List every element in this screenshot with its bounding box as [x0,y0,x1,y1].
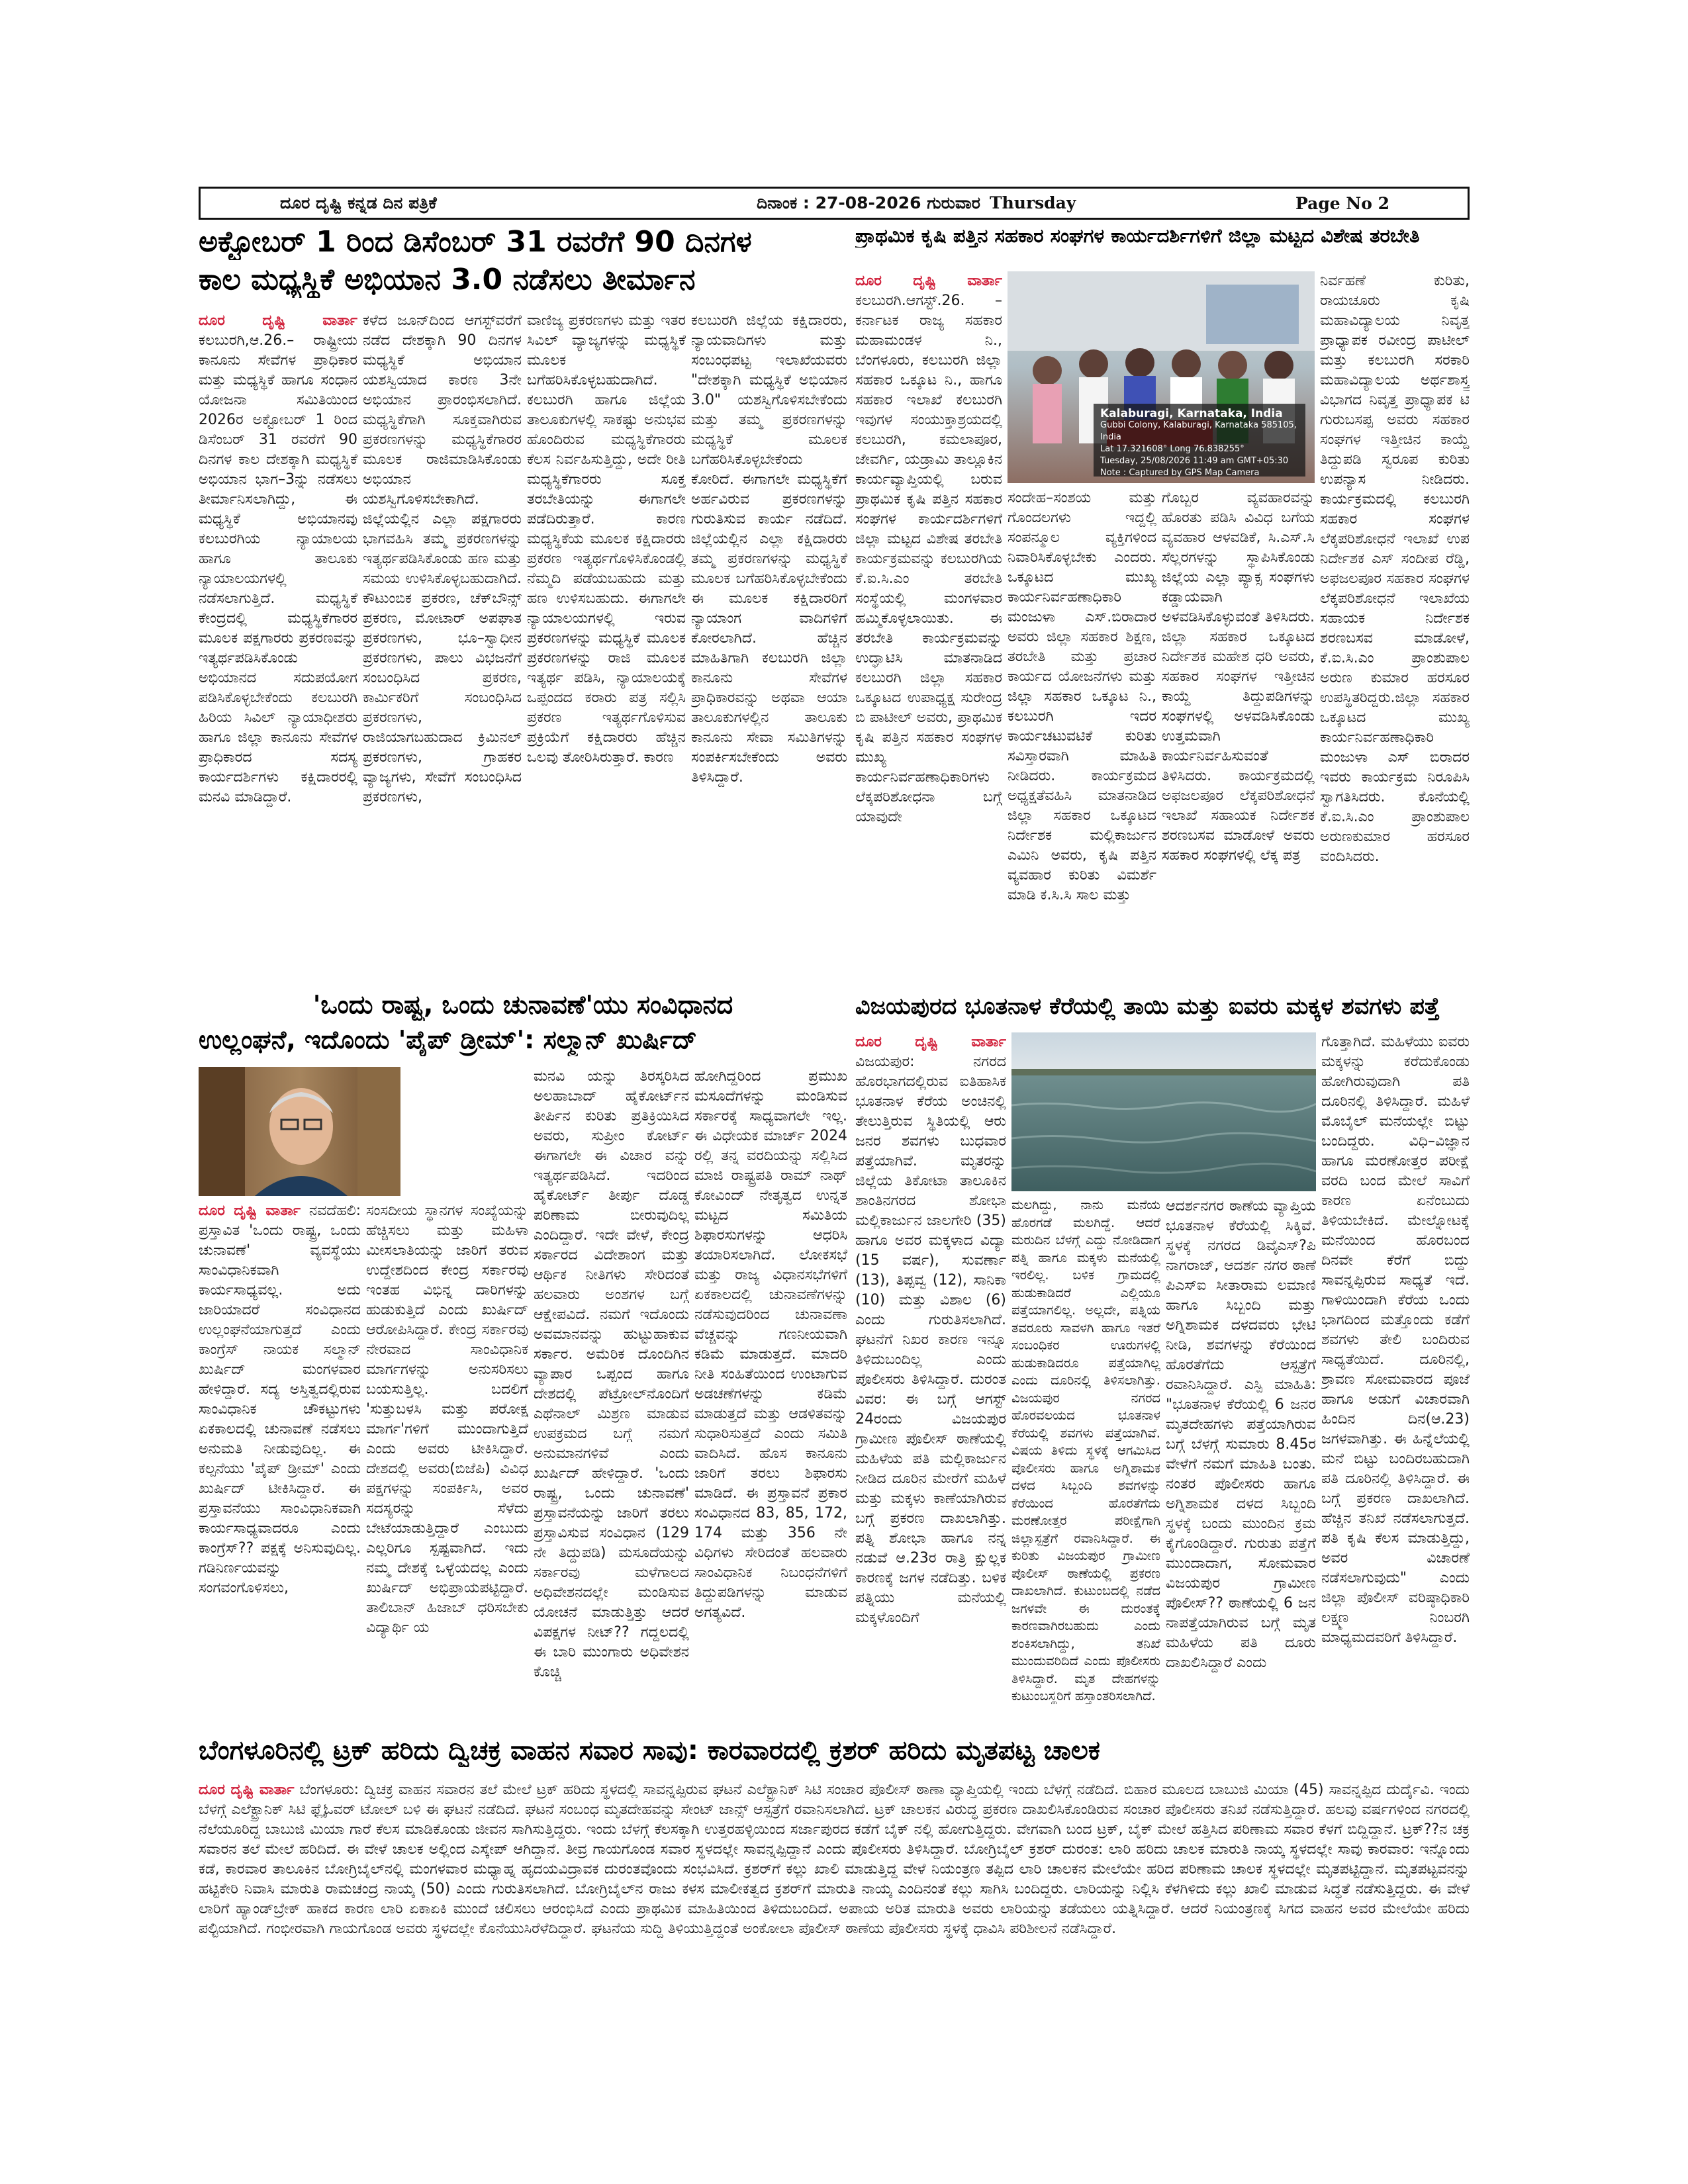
article-1-text-1: ಕಲಬುರಗಿ,ಆ.26.– ರಾಷ್ಟ್ರೀಯ ಕಾನೂನು ಸೇವೆಗಳ ಪ್ರಾಧಿಕಾರ ಮತ್ತು ಮಧ್ಯಸ್ಥಿಕೆ ಹಾಗೂ ಸಂಧಾನ ಯೋಜನಾ ಸಮಿತಿಯಿಂದ 2026ರ ಅಕ್ಟೋಬರ್ 1 ರಿಂದ ಡಿಸೆಂಬರ್ 31 ರವರೆಗೆ 90 ದಿನಗಳ ಕಾಲ ದೇಶಕ್ಕಾಗಿ ಮಧ್ಯಸ್ಥಿಕೆ ಅಭಿಯಾನ ಭಾಗ–3ನ್ನು ನಡೆಸಲು ತೀರ್ಮಾನಿಸಲಾಗಿದ್ದು, ಈ ಮಧ್ಯಸ್ಥಿಕೆ ಅಭಿಯಾನವು ಕಲಬುರಗಿಯ ನ್ಯಾಯಾಲಯ ಹಾಗೂ ತಾಲೂಕು ನ್ಯಾಯಾಲಯಗಳಲ್ಲಿ ನಡೆಸಲಾಗುತ್ತಿದೆ. ಮಧ್ಯಸ್ಥಿಕೆ ಕೇಂದ್ರದಲ್ಲಿ ಮಧ್ಯಸ್ಥಿಕೆಗಾರರ ಮೂಲಕ ಪಕ್ಷಗಾರರು ಪ್ರಕರಣವನ್ನು ಇತ್ಯರ್ಥಪಡಿಸಿಕೊಂಡು ಅಭಿಯಾನದ ಸದುಪಯೋಗ ಪಡಿಸಿಕೊಳ್ಳಬೇಕೆಂದು ಕಲಬುರಗಿ ಹಿರಿಯ ಸಿವಿಲ್ ನ್ಯಾಯಾಧೀಶರು ಹಾಗೂ ಜಿಲ್ಲಾ ಕಾನೂನು ಸೇವೆಗಳ ಪ್ರಾಧಿಕಾರದ ಸದಸ್ಯ ಕಾರ್ಯದರ್ಶಿಗಳು ಕಕ್ಷಿದಾರರಲ್ಲಿ ಮನವಿ ಮಾಡಿದ್ದಾರೆ. [199,332,357,805]
article-1-byline: ದೂರ ದೃಷ್ಟಿ ವಾರ್ತಾ [199,312,357,329]
article-2-text-1: ಕಲಬುರಗಿ.ಆಗಸ್ಟ್.26. – ಕರ್ನಾಟಕ ರಾಜ್ಯ ಸಹಕಾರ ಮಹಾಮಂಡಳ ನಿ., ಬೆಂಗಳೂರು, ಕಲಬುರಗಿ ಜಿಲ್ಲಾ ಸಹಕಾರ ಒಕ್ಕೂಟ ನಿ., ಹಾಗೂ ಸಹಕಾರ ಇಲಾಖೆ ಕಲಬುರಗಿ ಇವುಗಳ ಸಂಯುಕ್ತಾಶ್ರಯದಲ್ಲಿ ಕಲಬುರಗಿ, ಕಮಲಾಪೂರ, ಜೇವರ್ಗಿ, ಯಡ್ರಾಮಿ ತಾಲ್ಲೂಕಿನ ಕಾರ್ಯವ್ಯಾಪ್ತಿಯಲ್ಲಿ ಬರುವ ಪ್ರಾಥಮಿಕ ಕೃಷಿ ಪತ್ತಿನ ಸಹಕಾರ ಸಂಘಗಳ ಕಾರ್ಯದರ್ಶಿಗಳಿಗೆ ಜಿಲ್ಲಾ ಮಟ್ಟದ ವಿಶೇಷ ತರಬೇತಿ ಕಾರ್ಯಕ್ರಮವನ್ನು ಕಲಬುರಗಿಯ ಕೆ.ಐ.ಸಿ.ಎಂ ತರಬೇತಿ ಸಂಸ್ಥೆಯಲ್ಲಿ ಮಂಗಳವಾರ ಹಮ್ಮಿಕೊಳ್ಳಲಾಯಿತು. ಈ ತರಬೇತಿ ಕಾರ್ಯಕ್ರಮವನ್ನು ಉದ್ಘಾಟಿಸಿ ಮಾತನಾಡಿದ ಕಲಬುರಗಿ ಜಿಲ್ಲಾ ಸಹಕಾರ ಒಕ್ಕೂಟದ ಉಪಾಧ್ಯಕ್ಷ ಸುರೇಂದ್ರ ಬಿ ಪಾಟೀಲ್ ಅವರು, ಪ್ರಾಥಮಿಕ ಕೃಷಿ ಪತ್ತಿನ ಸಹಕಾರ ಸಂಘಗಳ ಮುಖ್ಯ ಕಾರ್ಯನಿರ್ವಹಣಾಧಿಕಾರಿಗಳು ಲೆಕ್ಕಪರಿಶೋಧನಾ ಬಗ್ಗೆ ಯಾವುದೇ [855,293,1002,825]
article-5-byline: ದೂರ ದೃಷ್ಟಿ ವಾರ್ತಾ [199,1782,295,1798]
article-5-headline: ಬೆಂಗಳೂರಿನಲ್ಲಿ ಟ್ರಕ್ ಹರಿದು ದ್ವಿಚಕ್ರ ವಾಹನ ಸವಾರ ಸಾವು: ಕಾರವಾರದಲ್ಲಿ ಕ್ರಶರ್ ಹರಿದು ಮೃತಪಟ್ಟ ಚಾಲಕ [199,1735,1100,1766]
masthead [199,187,1470,220]
portrait-graphic [199,1067,400,1196]
article-2-byline: ದೂರ ದೃಷ್ಟಿ ವಾರ್ತಾ [855,273,1002,289]
paper-name: ದೂರ ದೃಷ್ಟಿ ಕನ್ನಡ ದಿನ ಪತ್ರಿಕೆ [280,193,437,212]
article-1-col-3: ವಾಣಿಜ್ಯ ಪ್ರಕರಣಗಳು ಮತ್ತು ಇತರ ಸಿವಿಲ್ ವ್ಯಾಜ್ಯಗಳನ್ನು ಮಧ್ಯಸ್ಥಿಕೆ ಮೂಲಕ ಬಗೆಹರಿಸಿಕೊಳ್ಳಬಹುದಾಗಿದೆ. ಕಲಬುರಗಿ ಹಾಗೂ ಜಿಲ್ಲೆಯ ತಾಲೂಕುಗಳಲ್ಲಿ ಸಾಕಷ್ಟು ಅನುಭವ ಹೊಂದಿರುವ ಮಧ್ಯಸ್ಥಿಕೆಗಾರರು ಕೆಲಸ ನಿರ್ವಹಿಸುತ್ತಿದ್ದು, ಅದೇ ರೀತಿ ಮಧ್ಯಸ್ಥಿಕೆಗಾರರು ಸೂಕ್ತ ತರಬೇತಿಯನ್ನು ಈಗಾಗಲೇ ಪಡೆದಿರುತ್ತಾರೆ. ಕಾರಣ ಮಧ್ಯಸ್ಥಿಕೆಯ ಮೂಲಕ ಕಕ್ಷಿದಾರರು ಪ್ರಕರಣ ಇತ್ಯರ್ಥಗೊಳಿಸಿಕೊಂಡಲ್ಲಿ ನೆಮ್ಮದಿ ಪಡೆಯಬಹುದು ಮತ್ತು ಹಣ ಉಳಿಸಬಹುದು. ಈಗಾಗಲೇ ನ್ಯಾಯಾಲಯಗಳಲ್ಲಿ ಇರುವ ಪ್ರಕರಣಗಳನ್ನು ಮಧ್ಯಸ್ಥಿಕೆ ಮೂಲಕ ಪ್ರಕರಣಗಳನ್ನು ರಾಜಿ ಮೂಲಕ ಇತ್ಯರ್ಥ ಪಡಿಸಿ, ನ್ಯಾಯಾಲಯಕ್ಕೆ ಒಪ್ಪಂದದ ಕರಾರು ಪತ್ರ ಸಲ್ಲಿಸಿ ಪ್ರಕರಣ ಇತ್ಯರ್ಥಗೊಳಿಸುವ ಪ್ರಕ್ರಿಯೆಗೆ ಕಕ್ಷಿದಾರರು ಹೆಚ್ಚಿನ ಒಲವು ತೋರಿಸಿರುತ್ತಾರೆ. ಕಾರಣ [527,312,686,766]
article-5-body [199,1780,1470,2038]
lake-graphic [1011,1032,1316,1191]
day-en: Thursday [989,193,1076,212]
article-4-headline: ವಿಜಯಪುರದ ಭೂತನಾಳ ಕೆರೆಯಲ್ಲಿ ತಾಯಿ ಮತ್ತು ಐವರು ಮಕ್ಕಳ ಶವಗಳು ಪತ್ತೆ [855,993,1440,1020]
article-3-col-4: ಹೋಗಿದ್ದರಿಂದ ಪ್ರಮುಖ ಮಸೂದೆಗಳನ್ನು ಮಂಡಿಸುವ ಸರ್ಕಾರಕ್ಕೆ ಸಾಧ್ಯವಾಗಲೇ ಇಲ್ಲ. ಈ ವಿಧೇಯಕ ಮಾರ್ಚ್ 2024 ರಲ್ಲಿ ತನ್ನ ವರದಿಯನ್ನು ಸಲ್ಲಿಸಿದ ಮಾಜಿ ರಾಷ್ಟ್ರಪತಿ ರಾಮ್ ನಾಥ್ ಕೋವಿಂದ್ ನೇತೃತ್ವದ ಉನ್ನತ ಮಟ್ಟದ ಸಮಿತಿಯ ಶಿಫಾರಸುಗಳನ್ನು ಆಧರಿಸಿ ತಯಾರಿಸಲಾಗಿದೆ. ಲೋಕಸಭೆ ಮತ್ತು ರಾಜ್ಯ ವಿಧಾನಸಭೆಗಳಿಗೆ ಏಕಕಾಲದಲ್ಲಿ ಚುನಾವಣೆಗಳನ್ನು ನಡೆಸುವುದರಿಂದ ಚುನಾವಣಾ ವೆಚ್ಚವನ್ನು ಗಣನೀಯವಾಗಿ ಕಡಿಮೆ ಮಾಡುತ್ತದೆ. ಮಾದರಿ ನೀತಿ ಸಂಹಿತೆಯಿಂದ ಉಂಟಾಗುವ ಅಡಚಣೆಗಳನ್ನು ಕಡಿಮೆ ಮಾಡುತ್ತದೆ ಮತ್ತು ಆಡಳಿತವನ್ನು ಸುಧಾರಿಸುತ್ತದೆ ಎಂದು ಸಮಿತಿ ವಾದಿಸಿದೆ. ಹೊಸ ಕಾನೂನು ಜಾರಿಗೆ ತರಲು ಶಿಫಾರಸು ಮಾಡಿದೆ. ಈ ಪ್ರಸ್ತಾವನೆ ಪ್ರಕಾರ ಸಂವಿಧಾನದ 83, 85, 172, 174 ಮತ್ತು 356 ನೇ ವಿಧಿಗಳು ಸೇರಿದಂತೆ ಹಲವಾರು ಸಾಂವಿಧಾನಿಕ ನಿಬಂಧನೆಗಳಿಗೆ ತಿದ್ದುಪಡಿಗಳನ್ನು ಮಾಡುವ ಅಗತ್ಯವಿದೆ. [694,1068,847,1621]
date-text: ದಿನಾಂಕ : 27-08-2026 ಗುರುವಾರ [757,193,980,212]
page-number: Page No 2 [1295,193,1390,213]
article-1-headline-line2: ಕಾಲ ಮಧ್ಯಸ್ಥಿಕೆ ಅಭಿಯಾನ 3.0 ನಡೆಸಲು ತೀರ್ಮಾನ [199,263,696,296]
gps-banner-line2: Lat 17.321608° Long 76.838255° [1100,444,1244,454]
article-2-col-1 [855,271,1002,956]
bhutanal-lake-photo [1011,1032,1316,1191]
article-1-col-2: ಕಳೆದ ಜೂನ್‌ದಿಂದ ಆಗಸ್ಟ್‌ವರೆಗೆ ನಡೆದ ದೇಶಕ್ಕಾಗಿ 90 ದಿನಗಳ ಮಧ್ಯಸ್ಥಿಕೆ ಅಭಿಯಾನ ಯಶಸ್ವಿಯಾದ ಕಾರಣ 3ನೇ ಅಭಿಯಾನ ಪ್ರಾರಂಭಿಸಲಾಗಿದೆ. ಮಧ್ಯಸ್ಥಿಕೆಗಾಗಿ ಸೂಕ್ತವಾಗಿರುವ ಪ್ರಕರಣಗಳನ್ನು ಮಧ್ಯಸ್ಥಿಕೆಗಾರರ ಮೂಲಕ ರಾಜಿಮಾಡಿಸಿಕೊಂಡು ಅಭಿಯಾನ ಯಶಸ್ವಿಗೊಳಿಸಬೇಕಾಗಿದೆ. ಜಿಲ್ಲೆಯಲ್ಲಿನ ಎಲ್ಲಾ ಪಕ್ಷಗಾರರು ಭಾಗವಹಿಸಿ ತಮ್ಮ ಪ್ರಕರಣಗಳನ್ನು ಇತ್ಯರ್ಥಪಡಿಸಿಕೊಂಡು ಹಣ ಮತ್ತು ಸಮಯ ಉಳಿಸಿಕೊಳ್ಳಬಹುದಾಗಿದೆ. ಕೌಟುಂಬಿಕ ಪ್ರಕರಣ, ಚೆಕ್‌ಬೌನ್ಸ್ ಪ್ರಕರಣ, ಮೋಟಾರ್ ಅಪಘಾತ ಪ್ರಕರಣಗಳು, ಭೂ–ಸ್ವಾಧೀನ ಪ್ರಕರಣಗಳು, ಪಾಲು ವಿಭಜನೆಗೆ ಸಂಬಂಧಿಸಿದ ಪ್ರಕರಣ, ಕಾರ್ಮಿಕರಿಗೆ ಸಂಬಂಧಿಸಿದ ಪ್ರಕರಣಗಳು, ರಾಜಿಯಾಗಬಹುದಾದ ಕ್ರಿಮಿನಲ್ ಪ್ರಕರಣಗಳು, ಗ್ರಾಹಕರ ವ್ಯಾಜ್ಯಗಳು, ಸೇವೆಗೆ ಸಂಬಂಧಿಸಿದ ಪ್ರಕರಣಗಳು, [363,312,522,805]
article-4-col-1 [855,1032,1006,1704]
article-2-col-2: ಸಂದೇಹ–ಸಂಶಯ ಮತ್ತು ಗೊಂದಲಗಳು ಇದ್ದಲ್ಲಿ ಸಂಪನ್ಮೂಲ ವ್ಯಕ್ತಿಗಳಿಂದ ನಿವಾರಿಸಿಕೊಳ್ಳಬೇಕು ಎಂದರು. ಒಕ್ಕೂಟದ ಮುಖ್ಯ ಕಾರ್ಯನಿರ್ವಹಣಾಧಿಕಾರಿ ಮಂಜುಳಾ ಎಸ್.ಬಿರಾದಾರ ಅವರು ಜಿಲ್ಲಾ ಸಹಕಾರ ಶಿಕ್ಷಣ, ತರಬೇತಿ ಮತ್ತು ಪ್ರಚಾರ ಕಾರ್ಯದ ಯೋಜನೆಗಳು ಮತ್ತು ಜಿಲ್ಲಾ ಸಹಕಾರ ಒಕ್ಕೂಟ ನಿ., ಕಲಬುರಗಿ ಇದರ ಕಾರ್ಯಚಟುವಟಿಕೆ ಕುರಿತು ಸವಿಸ್ತಾರವಾಗಿ ಮಾಹಿತಿ ನೀಡಿದರು. ಕಾರ್ಯಕ್ರಮದ ಅಧ್ಯಕ್ಷತೆವಹಿಸಿ ಮಾತನಾಡಿದ ಜಿಲ್ಲಾ ಸಹಕಾರ ಒಕ್ಕೂಟದ ನಿರ್ದೇಶಕ ಮಲ್ಲಿಕಾರ್ಜುನ ಎಮಿನಿ ಅವರು, ಕೃಷಿ ಪತ್ತಿನ ವ್ಯವಹಾರ ಕುರಿತು ವಿಮರ್ಶೆ ಮಾಡಿ ಕ.ಸಿ.ಸಿ ಸಾಲ ಮತ್ತು [1008,490,1156,903]
article-1-headline-line1: ಅಕ್ಟೋಬರ್ 1 ರಿಂದ ಡಿಸೆಂಬರ್ 31 ರವರೆಗೆ 90 ದಿನಗಳ [199,225,752,259]
masthead-date [704,193,1295,213]
article-3-col-2: ಸಂಸದೀಯ ಸ್ಥಾನಗಳ ಸಂಖ್ಯೆಯನ್ನು ಹೆಚ್ಚಿಸಲು ಮತ್ತು ಮಹಿಳಾ ಮೀಸಲಾತಿಯನ್ನು ಜಾರಿಗೆ ತರುವ ಉದ್ದೇಶದಿಂದ ಕೇಂದ್ರ ಸರ್ಕಾರವು ಇಂತಹ ವಿಭಿನ್ನ ದಾರಿಗಳನ್ನು ಹುಡುಕುತ್ತಿದೆ ಎಂದು ಖುರ್ಷಿದ್ ಆರೋಪಿಸಿದ್ದಾರೆ. ಕೇಂದ್ರ ಸರ್ಕಾರವು ನೇರವಾದ ಸಾಂವಿಧಾನಿಕ ಮಾರ್ಗಗಳನ್ನು ಅನುಸರಿಸಲು ಬಯಸುತ್ತಿಲ್ಲ. ಬದಲಿಗೆ 'ಸುತ್ತುಬಳಸಿ ಮತ್ತು ಪರೋಕ್ಷ ಮಾರ್ಗ'ಗಳಿಗೆ ಮುಂದಾಗುತ್ತಿದೆ ಎಂದು ಅವರು ಟೀಕಿಸಿದ್ದಾರೆ. ದೇಶದಲ್ಲಿ ಅವರು(ಬಿಜೆಪಿ) ವಿವಿಧ ಪಕ್ಷಗಳನ್ನು ಸಂಪರ್ಕಿಸಿ, ಅವರ ಸದಸ್ಯರನ್ನು ಸೆಳೆದು ಬೇಟೆಯಾಡುತ್ತಿದ್ದಾರೆ ಎಂಬುದು ಎಲ್ಲರಿಗೂ ಸ್ಪಷ್ಟವಾಗಿದೆ. ಇದು ನಮ್ಮ ದೇಶಕ್ಕೆ ಒಳ್ಳೆಯದಲ್ಲ ಎಂದು ಖುರ್ಷಿದ್ ಅಭಿಪ್ರಾಯಪಟ್ಟಿದ್ದಾರೆ. ತಾಲಿಬಾನ್ ಹಿಜಾಬ್ ಧರಿಸಬೇಕು ವಿದ್ಯಾರ್ಥಿ ಯ [366,1203,528,1636]
gps-banner [1094,404,1305,477]
article-2-col-4: ನಿರ್ವಹಣೆ ಕುರಿತು, ರಾಯಚೂರು ಕೃಷಿ ಮಹಾವಿದ್ಯಾಲಯ ನಿವೃತ್ತ ಪ್ರಾಧ್ಯಾಪಕ ರವೀಂದ್ರ ಪಾಟೀಲ್ ಮತ್ತು ಕಲಬುರಗಿ ಸರಕಾರಿ ಮಹಾವಿದ್ಯಾಲಯ ಅರ್ಥಶಾಸ್ತ್ರ ವಿಭಾಗದ ನಿವೃತ್ತ ಪ್ರಾಧ್ಯಾಪಕ ಟಿ ಗುರುಬಸಪ್ಪ ಅವರು ಸಹಕಾರ ಸಂಘಗಳ ಇತ್ತೀಚಿನ ಕಾಯ್ದೆ ತಿದ್ದುಪಡಿ ಸ್ವರೂಪ ಕುರಿತು ಉಪನ್ಯಾಸ ನೀಡಿದರು. ಕಾರ್ಯಕ್ರಮದಲ್ಲಿ ಕಲಬುರಗಿ ಸಹಕಾರ ಸಂಘಗಳ ಲೆಕ್ಕಪರಿಶೋಧನೆ ಇಲಾಖೆ ಉಪ ನಿರ್ದೇಶಕ ಎಸ್ ಸಂದೀಪ ರೆಡ್ಡಿ, ಅಫಜಲಪೂರ ಸಹಕಾರ ಸಂಘಗಳ ಲೆಕ್ಕಪರಿಶೋಧನೆ ಇಲಾಖೆಯ ಸಹಾಯಕ ನಿರ್ದೇಶಕ ಶರಣಬಸವ ಮಾಡೋಳೆ, ಕೆ.ಐ.ಸಿ.ಎಂ ಪ್ರಾಂಶುಪಾಲ ಅರುಣ ಕುಮಾರ ಹರಸೂರ ಉಪಸ್ಥಿತರಿದ್ದರು.ಜಿಲ್ಲಾ ಸಹಕಾರ ಒಕ್ಕೂಟದ ಮುಖ್ಯ ಕಾರ್ಯನಿರ್ವಹಣಾಧಿಕಾರಿ ಮಂಜುಳಾ ಎಸ್ ಬಿರಾದರ ಇವರು ಕಾರ್ಯಕ್ರಮ ನಿರೂಪಿಸಿ ಸ್ವಾಗತಿಸಿದರು. ಕೊನೆಯಲ್ಲಿ ಕೆ.ಐ.ಸಿ.ಎಂ ಪ್ರಾಂಶುಪಾಲ ಅರುಣಕುಮಾರ ಹರಸೂರ ವಂದಿಸಿದರು. [1320,273,1470,865]
gps-banner-line1: Gubbi Colony, Kalaburagi, Karnataka 585105, India [1100,420,1297,442]
article-4-col-2: ಮಲಗಿದ್ದು, ನಾನು ಮನೆಯ ಹೊರಗಡೆ ಮಲಗಿದ್ದೆ. ಆದರೆ ಮರುದಿನ ಬೆಳಗ್ಗೆ ಎದ್ದು ನೋಡಿದಾಗ ಪತ್ನಿ ಹಾಗೂ ಮಕ್ಕಳು ಮನೆಯಲ್ಲಿ ಇರಲಿಲ್ಲ. ಬಳಿಕ ಗ್ರಾಮದಲ್ಲಿ ಹುಡುಕಾಡಿದರೆ ಎಲ್ಲಿಯೂ ಪತ್ತೆಯಾಗಲಿಲ್ಲ. ಅಲ್ಲದೇ, ಪತ್ನಿಯ ತವರೂರು ಸಾವಳಗಿ ಹಾಗೂ ಇತರೆ ಸಂಬಂಧಿಕರ ಊರುಗಳಲ್ಲಿ ಹುಡುಕಾಡಿದರೂ ಪತ್ತೆಯಾಗಿಲ್ಲ ಎಂದು ದೂರಿನಲ್ಲಿ ತಿಳಿಸಲಾಗಿತ್ತು. ವಿಜಯಪುರ ನಗರದ ಹೊರವಲಯದ ಭೂತನಾಳ ಕೆರೆಯಲ್ಲಿ ಶವಗಳು ಪತ್ತೆಯಾಗಿವೆ. ವಿಷಯ ತಿಳಿದು ಸ್ಥಳಕ್ಕೆ ಆಗಮಿಸಿದ ಪೊಲೀಸರು ಹಾಗೂ ಅಗ್ನಿಶಾಮಕ ದಳದ ಸಿಬ್ಬಂದಿ ಶವಗಳನ್ನು ಕೆರೆಯಿಂದ ಹೊರತೆಗೆದು ಮರಣೋತ್ತರ ಪರೀಕ್ಷೆಗಾಗಿ ಜಿಲ್ಲಾಸ್ಪತ್ರೆಗೆ ರವಾನಿಸಿದ್ದಾರೆ. ಈ ಕುರಿತು ವಿಜಯಪುರ ಗ್ರಾಮೀಣ ಪೊಲೀಸ್ ಠಾಣೆಯಲ್ಲಿ ಪ್ರಕರಣ ದಾಖಲಾಗಿದೆ. ಕುಟುಂಬದಲ್ಲಿ ನಡೆದ ಜಗಳವೇ ಈ ದುರಂತಕ್ಕೆ ಕಾರಣವಾಗಿರಬಹುದು ಎಂದು ಶಂಕಿಸಲಾಗಿದ್ದು, ತನಿಖೆ ಮುಂದುವರಿದಿದೆ ಎಂದು ಪೊಲೀಸರು ತಿಳಿಸಿದ್ದಾರೆ. ಮೃತ ದೇಹಗಳನ್ನು ಕುಟುಂಬಸ್ಥರಿಗೆ ಹಸ್ತಾಂತರಿಸಲಾಗಿದೆ. [1011,1197,1160,1704]
article-3-headline-line2: ಉಲ್ಲಂಘನೆ, ಇದೊಂದು 'ಪೈಪ್ ಡ್ರೀಮ್': ಸಲ್ಮಾನ್ ಖುರ್ಷಿದ್ [199,1025,697,1054]
training-event-photo [1008,271,1315,483]
article-4-col-3: ಆದರ್ಶನಗರ ಠಾಣೆಯ ವ್ಯಾಪ್ತಿಯ ಭೂತನಾಳ ಕೆರೆಯಲ್ಲಿ ಸಿಕ್ಕಿವೆ. ಸ್ಥಳಕ್ಕೆ ನಗರದ ಡಿವೈಎಸ್?ಪಿ ನಾಗರಾಜ್, ಆದರ್ಶ ನಗರ ಠಾಣೆ ಪಿಎಸ್ಐ ಸೀತಾರಾಮ ಲಮಾಣಿ ಹಾಗೂ ಸಿಬ್ಬಂದಿ ಮತ್ತು ಅಗ್ನಿಶಾಮಕ ದಳದವರು ಭೇಟಿ ನೀಡಿ, ಶವಗಳನ್ನು ಕೆರೆಯಿಂದ ಹೊರತೆಗೆದು ಆಸ್ಪತ್ರೆಗೆ ರವಾನಿಸಿದ್ದಾರೆ. ಎಸ್ಪಿ ಮಾಹಿತಿ: "ಭೂತನಾಳ ಕೆರೆಯಲ್ಲಿ 6 ಜನರ ಮೃತದೇಹಗಳು ಪತ್ತೆಯಾಗಿರುವ ಬಗ್ಗೆ ಬೆಳಗ್ಗೆ ಸುಮಾರು 8.45ರ ವೇಳೆಗೆ ನಮಗೆ ಮಾಹಿತಿ ಬಂತು. ನಂತರ ಪೊಲೀಸರು ಹಾಗೂ ಅಗ್ನಿಶಾಮಕ ದಳದ ಸಿಬ್ಬಂದಿ ಸ್ಥಳಕ್ಕೆ ಬಂದು ಮುಂದಿನ ಕ್ರಮ ಕೈಗೊಂಡಿದ್ದಾರೆ. ಗುರುತು ಪತ್ತೆಗೆ ಮುಂದಾದಾಗ, ಸೋಮವಾರ ವಿಜಯಪುರ ಗ್ರಾಮೀಣ ಪೊಲೀಸ್?? ಠಾಣೆಯಲ್ಲಿ 6 ಜನ ನಾಪತ್ತೆಯಾಗಿರುವ ಬಗ್ಗೆ ಮೃತ ಮಹಿಳೆಯ ಪತಿ ದೂರು ದಾಖಲಿಸಿದ್ದಾರೆ ಎಂದು [1166,1198,1316,1671]
article-1-col-1 [199,311,357,956]
article-3-text-1: ನವದೆಹಲಿ: ಪ್ರಸ್ತಾವಿತ 'ಒಂದು ರಾಷ್ಟ್ರ, ಒಂದು ಚುನಾವಣೆ' ವ್ಯವಸ್ಥೆಯು ಸಾಂವಿಧಾನಿಕವಾಗಿ ಕಾರ್ಯಸಾಧ್ಯವಲ್ಲ. ಅದು ಜಾರಿಯಾದರೆ ಸಂವಿಧಾನದ ಉಲ್ಲಂಘನೆಯಾಗುತ್ತದೆ ಎಂದು ಕಾಂಗ್ರೆಸ್ ನಾಯಕ ಸಲ್ಮಾನ್ ಖುರ್ಷಿದ್ ಮಂಗಳವಾರ ಹೇಳಿದ್ದಾರೆ. ಸದ್ಯ ಅಸ್ತಿತ್ವದಲ್ಲಿರುವ ಸಾಂವಿಧಾನಿಕ ಚೌಕಟ್ಟುಗಳು ಏಕಕಾಲದಲ್ಲಿ ಚುನಾವಣೆ ನಡೆಸಲು ಅನುಮತಿ ನೀಡುವುದಿಲ್ಲ. ಈ ಕಲ್ಪನೆಯು 'ಪೈಪ್ ಡ್ರೀಮ್' ಎಂದು ಖುರ್ಷಿದ್ ಟೀಕಿಸಿದ್ದಾರೆ. ಈ ಪ್ರಸ್ತಾವನೆಯು ಸಾಂವಿಧಾನಿಕವಾಗಿ ಕಾರ್ಯಸಾಧ್ಯವಾದರೂ ಎಂದು ಕಾಂಗ್ರೆಸ್?? ಪಕ್ಷಕ್ಕೆ ಅನಿಸುವುದಿಲ್ಲ. ಗಡಿನಿರ್ಣಯವನ್ನು ಸಂಗವಂಗೊಳಿಸಲು, [199,1203,361,1596]
article-5-text: ಬೆಂಗಳೂರು: ದ್ವಿಚಕ್ರ ವಾಹನ ಸವಾರನ ತಲೆ ಮೇಲೆ ಟ್ರಕ್ ಹರಿದು ಸ್ಥಳದಲ್ಲಿ ಸಾವನ್ನಪ್ಪಿರುವ ಘಟನೆ ಎಲೆಕ್ಟ್ರಾನಿಕ್ ಸಿಟಿ ಸಂಚಾರ ಪೊಲೀಸ್ ಠಾಣಾ ವ್ಯಾಪ್ತಿಯಲ್ಲಿ ಇಂದು ಬೆಳಗ್ಗೆ ನಡೆದಿದೆ. ಬಿಹಾರ ಮೂಲದ ಬಾಬುಜಿ ಮಿಯಾ (45) ಸಾವನ್ನಪ್ಪಿದ ದುರ್ದೈವಿ. ಇಂದು ಬೆಳಗ್ಗೆ ಎಲೆಕ್ಟ್ರಾನಿಕ್ ಸಿಟಿ ಫ್ಲೈಓವರ್ ಟೋಲ್ ಬಳಿ ಈ ಘಟನೆ ನಡೆದಿದೆ. ಘಟನೆ ಸಂಬಂಧ ಮೃತದೇಹವನ್ನು ಸೇಂಟ್ ಜಾನ್ಸ್ ಆಸ್ಪತ್ರೆಗೆ ರವಾನಿಸಲಾಗಿದೆ. ಟ್ರಕ್ ಚಾಲಕನ ವಿರುದ್ಧ ಪ್ರಕರಣ ದಾಖಲಿಸಿಕೊಂಡಿರುವ ಸಂಚಾರ ಪೊಲೀಸರು ತನಿಖೆ ನಡೆಸುತ್ತಿದ್ದಾರೆ. ಹಲವು ವರ್ಷಗಳಿಂದ ನಗರದಲ್ಲಿ ನೆಲೆಯೂರಿದ್ದ ಬಾಬುಜಿ ಮಿಯಾ ಗಾರೆ ಕೆಲಸ ಮಾಡಿಕೊಂಡು ಜೀವನ ಸಾಗಿಸುತ್ತಿದ್ದರು. ಇಂದು ಬೆಳಗ್ಗೆ ಕೆಲಸಕ್ಕಾಗಿ ಉತ್ತರಹಳ್ಳಿಯಿಂದ ಸರ್ಜಾಪುರದ ಕಡೆಗೆ ಬೈಕ್ ನಲ್ಲಿ ಹೋಗುತ್ತಿದ್ದರು. ವೇಗವಾಗಿ ಬಂದ ಟ್ರಕ್, ಬೈಕ್ ಮೇಲೆ ಹತ್ತಿಸಿದ ಪರಿಣಾಮ ಸವಾರ ಕೆಳಗೆ ಬಿದ್ದಿದ್ದಾನೆ. ಟ್ರಕ್??ನ ಚಕ್ರ ಸವಾರನ ತಲೆ ಮೇಲೆ ಹರಿದಿದೆ. ಈ ವೇಳೆ ಚಾಲಕ ಅಲ್ಲಿಂದ ಎಸ್ಕೇಪ್ ಆಗಿದ್ದಾನೆ. ತೀವ್ರ ಗಾಯಗೊಂಡ ಸವಾರ ಸ್ಥಳದಲ್ಲೇ ಸಾವನ್ನಪ್ಪಿದ್ದಾನೆ ಎಂದು ಪೊಲೀಸರು ತಿಳಿಸಿದ್ದಾರೆ. ಬೋಗ್ರಿಬೈಲ್ ಕ್ರಶರ್ ದುರಂತ: ಲಾರಿ ಹರಿದು ಚಾಲಕ ಮಾರುತಿ ನಾಯ್ಕ ಸ್ಥಳದಲ್ಲೇ ಸಾವು ಕಾರವಾರ: ಇನ್ನೊಂದು ಕಡೆ, ಕಾರವಾರ ತಾಲೂಕಿನ ಬೋಗ್ರಿಬೈಲ್‌ನಲ್ಲಿ ಮಂಗಳವಾರ ಮಧ್ಯಾಹ್ನ ಹೃದಯವಿದ್ರಾವಕ ದುರಂತವೊಂದು ಸಂಭವಿಸಿದೆ. ಕ್ರಶರ್‌ಗೆ ಕಲ್ಲು ಖಾಲಿ ಮಾಡುತ್ತಿದ್ದ ವೇಳೆ ನಿಯಂತ್ರಣ ತಪ್ಪಿದ ಲಾರಿ ಚಾಲಕನ ಮೇಲೆಯೇ ಹರಿದ ಪರಿಣಾಮ ಚಾಲಕ ಸ್ಥಳದಲ್ಲೇ ಮೃತಪಟ್ಟಿದ್ದಾನೆ. ಮೃತಪಟ್ಟವನನ್ನು ಹಟ್ಟಿಕೇರಿ ನಿವಾಸಿ ಮಾರುತಿ ರಾಮಚಂದ್ರ ನಾಯ್ಕ (50) ಎಂದು ಗುರುತಿಸಲಾಗಿದೆ. ಬೋಗ್ರಿಬೈಲ್‌ನ ರಾಜು ಕಳಸ ಮಾಲೀಕತ್ವದ ಕ್ರಶರ್‌ಗೆ ಮಾರುತಿ ನಾಯ್ಕ ಎಂದಿನಂತೆ ಕಲ್ಲು ಸಾಗಿಸಿ ಬಂದಿದ್ದರು. ಲಾರಿಯನ್ನು ನಿಲ್ಲಿಸಿ ಕೆಳಗಿಳಿದು ಕಲ್ಲು ಖಾಲಿ ಮಾಡುವ ಸಿದ್ಧತೆ ನಡೆಸುತ್ತಿದ್ದರು. ಈ ವೇಳೆ ಲಾರಿಗೆ ಹ್ಯಾಂಡ್‌ಬ್ರೇಕ್ ಹಾಕದ ಕಾರಣ ಲಾರಿ ಏಕಾಏಕಿ ಮುಂದೆ ಚಲಿಸಲು ಆರಂಭಿಸಿದೆ ಎಂದು ಪ್ರಾಥಮಿಕ ಮಾಹಿತಿಯಿಂದ ತಿಳಿದುಬಂದಿದೆ. ಅಪಾಯ ಅರಿತ ಮಾರುತಿ ಅವರು ಲಾರಿಯನ್ನು ತಡೆಯಲು ಯತ್ನಿಸಿದ್ದಾರೆ. ಆದರೆ ನಿಯಂತ್ರಣಕ್ಕೆ ಸಿಗದ ವಾಹನ ಅವರ ಮೇಲೆಯೇ ಹರಿದು ಪಲ್ಟಿಯಾಗಿದೆ. ಗಂಭೀರವಾಗಿ ಗಾಯಗೊಂಡ ಅವರು ಸ್ಥಳದಲ್ಲೇ ಕೊನೆಯುಸಿರೆಳೆದಿದ್ದಾರೆ. ಘಟನೆಯ ಸುದ್ದಿ ತಿಳಿಯುತ್ತಿದ್ದಂತೆ ಅಂಕೋಲಾ ಪೊಲೀಸ್ ಠಾಣೆಯ ಪೊಲೀಸರು ಸ್ಥಳಕ್ಕೆ ಧಾವಿಸಿ ಪರಿಶೀಲನೆ ನಡೆಸಿದ್ದಾರೆ. [199,1782,1470,1937]
gps-banner-line3: Tuesday, 25/08/2026 11:49 am GMT+05:30 [1100,456,1289,466]
article-4-text-1: ವಿಜಯಪುರ: ನಗರದ ಹೊರಭಾಗದಲ್ಲಿರುವ ಐತಿಹಾಸಿಕ ಭೂತನಾಳ ಕೆರೆಯ ಅಂಚಿನಲ್ಲಿ ತೇಲುತ್ತಿರುವ ಸ್ಥಿತಿಯಲ್ಲಿ ಆರು ಜನರ ಶವಗಳು ಬುಧವಾರ ಪತ್ತೆಯಾಗಿವೆ. ಮೃತರನ್ನು ಜಿಲ್ಲೆಯ ತಿಕೋಟಾ ತಾಲೂಕಿನ ಶಾಂತಿನಗರದ ಶೋಭಾ ಮಲ್ಲಿಕಾರ್ಜುನ ಜಾಲಗೇರಿ (35) ಹಾಗೂ ಅವರ ಮಕ್ಕಳಾದ ವಿದ್ಯಾ (15 ವರ್ಷ), ಸುವರ್ಣಾ (13), ತಿಪ್ಪವ್ವ (12), ಸಾನಿಕಾ (10) ಮತ್ತು ವಿಶಾಲ (6) ಎಂದು ಗುರುತಿಸಲಾಗಿದೆ. ಘಟನೆಗೆ ನಿಖರ ಕಾರಣ ಇನ್ನೂ ತಿಳಿದುಬಂದಿಲ್ಲ ಎಂದು ಪೊಲೀಸರು ತಿಳಿಸಿದ್ದಾರೆ. ದುರಂತ ವಿವರ: ಈ ಬಗ್ಗೆ ಆಗಸ್ಟ್ 24ರಂದು ವಿಜಯಪುರ ಗ್ರಾಮೀಣ ಪೊಲೀಸ್ ಠಾಣೆಯಲ್ಲಿ ಮಹಿಳೆಯ ಪತಿ ಮಲ್ಲಿಕಾರ್ಜುನ ನೀಡಿದ ದೂರಿನ ಮೇರೆಗೆ ಮಹಿಳೆ ಮತ್ತು ಮಕ್ಕಳು ಕಾಣೆಯಾಗಿರುವ ಬಗ್ಗೆ ಪ್ರಕರಣ ದಾಖಲಾಗಿತ್ತು. ಪತ್ನಿ ಶೋಭಾ ಹಾಗೂ ನನ್ನ ನಡುವೆ ಆ.23ರ ರಾತ್ರಿ ಕ್ಷುಲ್ಲಕ ಕಾರಣಕ್ಕೆ ಜಗಳ ನಡೆದಿತ್ತು. ಬಳಿಕ ಪತ್ನಿಯು ಮನೆಯಲ್ಲಿ ಮಕ್ಕಳೊಂದಿಗೆ [855,1054,1006,1626]
article-1-col-4: ಕಲಬುರಗಿ ಜಿಲ್ಲೆಯ ಕಕ್ಷಿದಾರರು, ನ್ಯಾಯವಾದಿಗಳು ಮತ್ತು ಸಂಬಂಧಪಟ್ಟ ಇಲಾಖೆಯವರು "ದೇಶಕ್ಕಾಗಿ ಮಧ್ಯಸ್ಥಿಕೆ ಅಭಿಯಾನ 3.0" ಯಶಸ್ವಿಗೊಳಿಸಬೇಕೆಂದು ಮತ್ತು ತಮ್ಮ ಪ್ರಕರಣಗಳನ್ನು ಮಧ್ಯಸ್ಥಿಕೆ ಮೂಲಕ ಬಗೆಹರಿಸಿಕೊಳ್ಳಬೇಕೆಂದು ಕೋರಿದೆ. ಈಗಾಗಲೇ ಮಧ್ಯಸ್ಥಿಕೆಗೆ ಅರ್ಹವಿರುವ ಪ್ರಕರಣಗಳನ್ನು ಗುರುತಿಸುವ ಕಾರ್ಯ ನಡೆದಿದೆ. ಜಿಲ್ಲೆಯಲ್ಲಿನ ಎಲ್ಲಾ ಕಕ್ಷಿದಾರರು ತಮ್ಮ ಪ್ರಕರಣಗಳನ್ನು ಮಧ್ಯಸ್ಥಿಕೆ ಮೂಲಕ ಬಗೆಹರಿಸಿಕೊಳ್ಳಬೇಕೆಂದು ಈ ಮೂಲಕ ಕಕ್ಷಿದಾರರಿಗೆ ನ್ಯಾಯಾಂಗ ವಾದಿಗಳಿಗೆ ಕೋರಲಾಗಿದೆ. ಹೆಚ್ಚಿನ ಮಾಹಿತಿಗಾಗಿ ಕಲಬುರಗಿ ಜಿಲ್ಲಾ ಕಾನೂನು ಸೇವೆಗಳ ಪ್ರಾಧಿಕಾರವನ್ನು ಅಥವಾ ಆಯಾ ತಾಲೂಕುಗಳಲ್ಲಿನ ತಾಲೂಕು ಕಾನೂನು ಸೇವಾ ಸಮಿತಿಗಳನ್ನು ಸಂಪರ್ಕಿಸಬೇಕೆಂದು ಅವರು ತಿಳಿಸಿದ್ದಾರೆ. [691,312,847,786]
article-2-col-3: ಗೊಬ್ಬರ ವ್ಯವಹಾರವನ್ನು ಹೊರತು ಪಡಿಸಿ ವಿವಿಧ ಬಗೆಯ ವ್ಯವಹಾರ ಆಳವಡಿಕೆ, ಸಿ.ಎಸ್.ಸಿ ಸೆಲ್ಲರಗಳನ್ನು ಸ್ಥಾಪಿಸಿಕೊಂಡು ಜಿಲ್ಲೆಯ ಎಲ್ಲಾ ಪ್ಯಾಕ್ಸ ಸಂಘಗಳು ಕಡ್ಡಾಯವಾಗಿ ಅಳವಡಿಸಿಕೊಳ್ಳುವಂತೆ ತಿಳಿಸಿದರು. ಜಿಲ್ಲಾ ಸಹಕಾರ ಒಕ್ಕೂಟದ ನಿರ್ದೇಶಕ ಮಹೇಶ ಧರಿ ಅವರು, ಸಹಕಾರ ಸಂಘಗಳ ಇತ್ತೀಚಿನ ಕಾಯ್ದೆ ತಿದ್ದುಪಡಿಗಳನ್ನು ಸಂಘಗಳಲ್ಲಿ ಅಳವಡಿಸಿಕೊಂಡು ಉತ್ತಮವಾಗಿ ಕಾರ್ಯನಿರ್ವಹಿಸುವಂತೆ ತಿಳಿಸಿದರು. ಕಾರ್ಯಕ್ರಮದಲ್ಲಿ ಅಫಜಲಪೂರ ಲೆಕ್ಕಪರಿಶೋಧನೆ ಇಲಾಖೆ ಸಹಾಯಕ ನಿರ್ದೇಶಕ ಶರಣಬಸವ ಮಾಡೋಳೆ ಅವರು ಸಹಕಾರ ಸಂಘಗಳಲ್ಲಿ ಲೆಕ್ಕ ಪತ್ರ [1162,490,1315,864]
article-4-col-4: ಗೊತ್ತಾಗಿದೆ. ಮಹಿಳೆಯು ಐವರು ಮಕ್ಕಳನ್ನು ಕರೆದುಕೊಂಡು ಹೋಗಿರುವುದಾಗಿ ಪತಿ ದೂರಿನಲ್ಲಿ ತಿಳಿಸಿದ್ದಾರೆ. ಮಹಿಳೆ ಮೊಬೈಲ್ ಮನೆಯಲ್ಲೇ ಬಿಟ್ಟು ಬಂದಿದ್ದರು. ವಿಧಿ–ವಿಜ್ಞಾನ ಹಾಗೂ ಮರಣೋತ್ತರ ಪರೀಕ್ಷೆ ವರದಿ ಬಂದ ಮೇಲೆ ಸಾವಿಗೆ ಕಾರಣ ಏನೆಂಬುದು ತಿಳಿಯಬೇಕಿದೆ. ಮೇಲ್ನೋಟಕ್ಕೆ ಮನೆಯಿಂದ ಹೊರಬಂದ ದಿನವೇ ಕೆರೆಗೆ ಬಿದ್ದು ಸಾವನ್ನಪ್ಪಿರುವ ಸಾಧ್ಯತೆ ಇದೆ. ಗಾಳಿಯಿಂದಾಗಿ ಕೆರೆಯ ಒಂದು ಭಾಗದಿಂದ ಮತ್ತೊಂದು ಕಡೆಗೆ ಶವಗಳು ತೇಲಿ ಬಂದಿರುವ ಸಾಧ್ಯತೆಯಿದೆ. ದೂರಿನಲ್ಲಿ, ಶ್ರಾವಣ ಸೋಮವಾರದ ಪೂಜೆ ಹಾಗೂ ಅಡುಗೆ ವಿಚಾರವಾಗಿ ಹಿಂದಿನ ದಿನ(ಆ.23) ಜಗಳವಾಗಿತ್ತು. ಈ ಹಿನ್ನೆಲೆಯಲ್ಲಿ ಮನೆ ಬಿಟ್ಟು ಬಂದಿರಬಹುದಾಗಿ ಪತಿ ದೂರಿನಲ್ಲಿ ತಿಳಿಸಿದ್ದಾರೆ. ಈ ಬಗ್ಗೆ ಪ್ರಕರಣ ದಾಖಲಾಗಿದೆ. ಹೆಚ್ಚಿನ ತನಿಖೆ ನಡೆಸಲಾಗುತ್ತದೆ. ಪತಿ ಕೃಷಿ ಕೆಲಸ ಮಾಡುತ್ತಿದ್ದು, ಅವರ ವಿಚಾರಣೆ ನಡೆಸಲಾಗುವುದು" ಎಂದು ಜಿಲ್ಲಾ ಪೊಲೀಸ್ ವರಿಷ್ಠಾಧಿಕಾರಿ ಲಕ್ಷ್ಮಣ ನಿಂಬರಗಿ ಮಾಧ್ಯಮದವರಿಗೆ ತಿಳಿಸಿದ್ದಾರೆ. [1321,1034,1470,1646]
article-3-byline: ದೂರ ದೃಷ್ಟಿ ವಾರ್ತಾ [199,1203,301,1219]
article-3-col-3: ಮನವಿ ಯನ್ನು ತಿರಸ್ಕರಿಸಿದ ಅಲಹಾಬಾದ್ ಹೈಕೋರ್ಟ್‌ನ ತೀರ್ಪಿನ ಕುರಿತು ಪ್ರತಿಕ್ರಿಯಿಸಿದ ಅವರು, ಸುಪ್ರೀಂ ಕೋರ್ಟ್ ಈಗಾಗಲೇ ಈ ವಿಚಾರ ವನ್ನು ಇತ್ಯರ್ಥಪಡಿಸಿದೆ. ಇದರಿಂದ ಹೈಕೋರ್ಟ್ ತೀರ್ಪು ದೊಡ್ಡ ಪರಿಣಾಮ ಬೀರುವುದಿಲ್ಲ ಎಂದಿದ್ದಾರೆ. ಇದೇ ವೇಳೆ, ಕೇಂದ್ರ ಸರ್ಕಾರದ ವಿದೇಶಾಂಗ ಮತ್ತು ಆರ್ಥಿಕ ನೀತಿಗಳು ಸೇರಿದಂತೆ ಹಲವಾರು ಅಂಶಗಳ ಬಗ್ಗೆ ಆಕ್ಷೇಪವಿದೆ. ನಮಗೆ ಇದೊಂದು ಅವಮಾನವನ್ನು ಹುಟ್ಟುಹಾಕುವ ಸರ್ಕಾರ. ಅಮೆರಿಕ ದೊಂದಿಗಿನ ವ್ಯಾಪಾರ ಒಪ್ಪಂದ ಹಾಗೂ ದೇಶದಲ್ಲಿ ಪೆಟ್ರೋಲ್‌ನೊಂದಿಗೆ ಎಥೆನಾಲ್ ಮಿಶ್ರಣ ಮಾಡುವ ಉಪಕ್ರಮದ ಬಗ್ಗೆ ನಮಗೆ ಅನುಮಾನಗಳಿವೆ ಎಂದು ಖುರ್ಷಿದ್ ಹೇಳಿದ್ದಾರೆ. 'ಒಂದು ರಾಷ್ಟ್ರ, ಒಂದು ಚುನಾವಣೆ' ಪ್ರಸ್ತಾವನೆಯನ್ನು ಜಾರಿಗೆ ತರಲು ಪ್ರಸ್ತಾವಿಸುವ ಸಂವಿಧಾನ (129 ನೇ ತಿದ್ದುಪಡಿ) ಮಸೂದೆಯನ್ನು ಸರ್ಕಾರವು ಮಳೆಗಾಲದ ಅಧಿವೇಶನದಲ್ಲೇ ಮಂಡಿಸುವ ಯೋಚನೆ ಮಾಡುತ್ತಿತ್ತು ಆದರೆ ವಿಪಕ್ಷಗಳ ನೀಟ್?? ಗದ್ದಲದಲ್ಲಿ ಈ ಬಾರಿ ಮುಂಗಾರು ಅಧಿವೇಶನ ಕೊಚ್ಚಿ [534,1068,689,1680]
article-4-byline: ದೂರ ದೃಷ್ಟಿ ವಾರ್ತಾ [855,1034,1006,1050]
gps-banner-line4: Note : Captured by GPS Map Camera [1100,468,1260,478]
article-2-headline: ಪ್ರಾಥಮಿಕ ಕೃಷಿ ಪತ್ತಿನ ಸಹಕಾರ ಸಂಘಗಳ ಕಾರ್ಯದರ್ಶಿಗಳಿಗೆ ಜಿಲ್ಲಾ ಮಟ್ಟದ ವಿಶೇಷ ತರಬೇತಿ [855,224,1420,247]
salman-khurshid-photo [199,1067,400,1196]
article-3-col-1 [199,1201,361,1704]
article-3-headline-line1: 'ಒಂದು ರಾಷ್ಟ್ರ, ಒಂದು ಚುನಾವಣೆ'ಯು ಸಂವಿಧಾನದ [312,990,733,1019]
gps-banner-title: Kalaburagi, Karnataka, India [1100,407,1283,420]
